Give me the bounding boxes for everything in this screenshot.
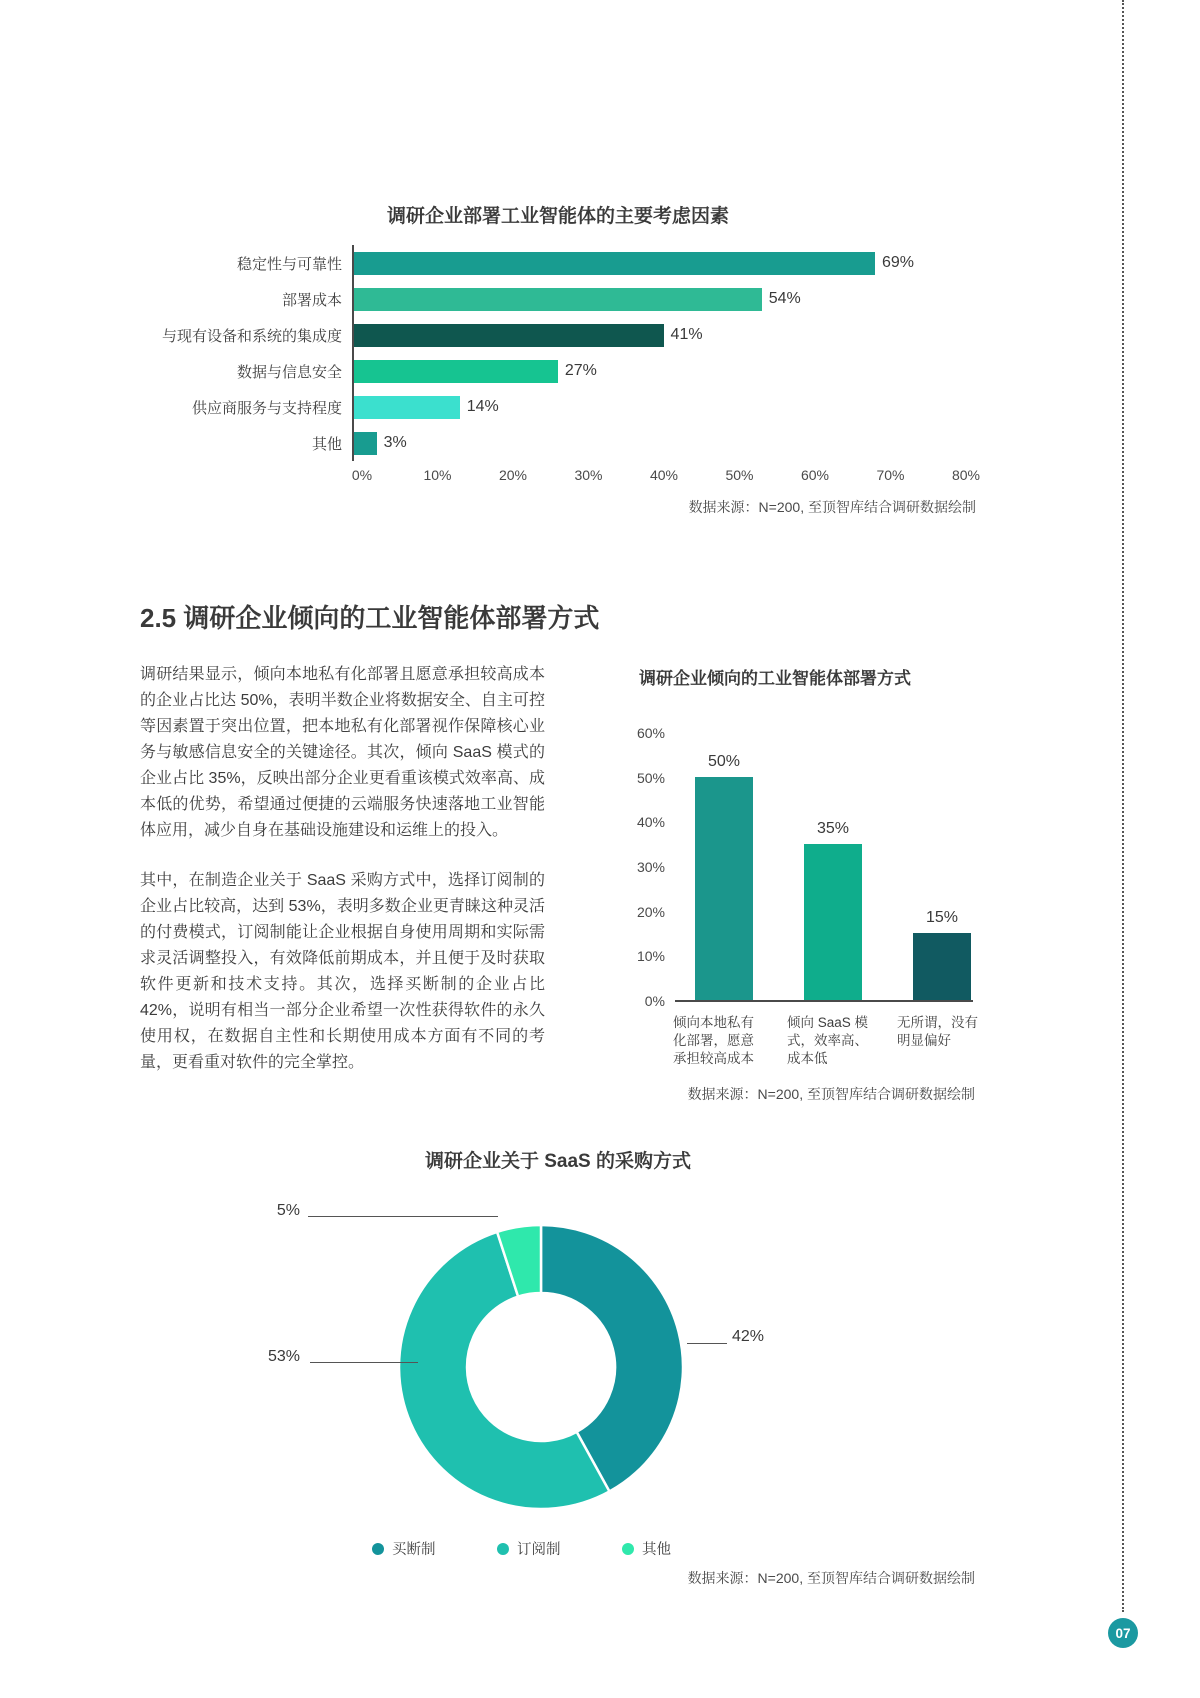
donut-svg — [399, 1225, 683, 1509]
bar-row — [140, 353, 976, 389]
x-axis-line — [675, 1000, 973, 1002]
chart-deployment-category-labels — [575, 1014, 978, 1076]
donut-plot — [399, 1225, 683, 1509]
axis-tick-label: 20% — [636, 903, 665, 920]
category-label: 数据与信息安全 — [236, 363, 342, 381]
axis-tick-label: 0% — [351, 467, 373, 483]
legend-item — [497, 1538, 561, 1559]
bar-track — [352, 389, 976, 425]
category-label-line: 成本低 — [787, 1051, 828, 1066]
axis-tick-label: 60% — [636, 725, 665, 741]
callout-line-subscription — [310, 1362, 418, 1363]
value-label: 54% — [768, 290, 801, 307]
bar-row — [140, 317, 976, 353]
paragraph: 其中，在制造企业关于 SaaS 采购方式中，选择订阅制的企业占比较高，达到 53%，表明多数企业更青睐这种灵活的付费模式，订阅制能让企业根据自身使用周期和实际需求灵活调整投入，有效降低前期成本，并且便于及时获取软件更新和技术支持。其次，选择买断制的企业占比 42%，说明有相当一部分企业希望一次性获得软件的永久使用权，在数据自主性和长期使用成本方面有不同的考量，更看重对软件的完全掌控。 — [140, 872, 545, 1071]
bar-track — [352, 353, 976, 389]
chart-saas-purchase — [140, 1140, 976, 1610]
bar — [354, 324, 664, 347]
data-source-note: 数据来源：N=200, 至顶智库结合调研数据绘制 — [688, 499, 976, 515]
category-label: 其他 — [311, 435, 342, 453]
bar-row — [140, 281, 976, 317]
legend-item — [372, 1538, 436, 1559]
bar-row — [140, 245, 976, 281]
data-source-note: 数据来源：N=200, 至顶智库结合调研数据绘制 — [687, 1086, 975, 1102]
bar-track — [352, 245, 976, 281]
axis-tick-label: 80% — [951, 467, 981, 483]
bar — [354, 360, 558, 383]
legend-dot — [497, 1543, 509, 1555]
category-label — [787, 1014, 891, 1068]
value-label: 15% — [925, 908, 959, 926]
chart-title: 调研企业关于 SaaS 的采购方式 — [424, 1151, 692, 1172]
callout-label-subscription: 53% — [267, 1348, 300, 1365]
bar — [354, 252, 875, 275]
category-label: 与现有设备和系统的集成度 — [161, 327, 342, 345]
right-dotted-divider — [1122, 0, 1124, 1612]
body-text — [140, 662, 545, 1076]
legend-label: 其他 — [642, 1542, 671, 1558]
legend-label: 订阅制 — [517, 1542, 561, 1558]
callout-label-buyout: 42% — [732, 1328, 765, 1345]
axis-tick-label: 40% — [636, 814, 665, 831]
category-label-line: 明显偏好 — [897, 1033, 951, 1048]
axis-tick-label: 10% — [423, 467, 452, 483]
bar — [354, 396, 460, 419]
callout-label-other: 5% — [276, 1202, 300, 1219]
value-label: 35% — [816, 819, 850, 837]
bar-track — [352, 425, 976, 461]
legend-dot — [622, 1543, 634, 1555]
axis-tick-label: 0% — [644, 993, 665, 1010]
axis-tick-label: 30% — [636, 859, 665, 875]
chart-deployment-plot — [575, 714, 975, 1010]
value-label: 50% — [707, 752, 741, 770]
section-heading: 2.5 调研企业倾向的工业智能体部署方式 — [140, 603, 600, 633]
category-label: 供应商服务与支持程度 — [191, 399, 342, 417]
bar-track — [352, 281, 976, 317]
axis-tick-label: 40% — [649, 467, 679, 483]
page-number-badge: 07 — [1108, 1618, 1138, 1648]
axis-tick-label: 30% — [574, 467, 603, 483]
chart-title: 调研企业倾向的工业智能体部署方式 — [639, 669, 911, 688]
callout-line-other — [308, 1216, 498, 1217]
axis-tick-label: 10% — [636, 948, 665, 965]
value-label: 27% — [564, 362, 597, 379]
value-label: 69% — [881, 254, 914, 271]
category-label: 部署成本 — [281, 291, 342, 309]
category-label — [673, 1014, 781, 1068]
category-label-line: 倾向本地私有 — [673, 1015, 754, 1030]
paragraph: 调研结果显示，倾向本地私有化部署且愿意承担较高成本的企业占比达 50%，表明半数企业将数据安全、自主可控等因素置于突出位置，把本地私有化部署视作保障核心业务与敏感信息安全的关键途径。其次，倾向 SaaS 模式的企业占比 35%，反映出部分企业更看重该模式效率高、成本低的优势，希望通过便捷的云端服务快速落地工业智能体应用，减少自身在基础设施建设和运维上的投入。 — [140, 666, 545, 839]
category-label-line: 倾向 SaaS 模 — [787, 1015, 869, 1030]
bar-row — [140, 389, 976, 425]
chart-considerations — [140, 205, 981, 517]
chart-deployment — [575, 668, 978, 1104]
value-label: 14% — [466, 398, 499, 415]
bar — [354, 432, 377, 455]
chart-considerations-x-axis — [140, 467, 981, 489]
legend-dot — [372, 1543, 384, 1555]
chart-title: 调研企业部署工业智能体的主要考虑因素 — [386, 206, 729, 227]
bar — [695, 777, 753, 1000]
chart-considerations-rows — [140, 245, 976, 461]
bar — [354, 288, 762, 311]
value-label: 41% — [670, 326, 703, 343]
category-label: 稳定性与可靠性 — [236, 255, 342, 273]
legend-item — [622, 1538, 671, 1559]
bar-row — [140, 425, 976, 461]
bar — [804, 844, 862, 1000]
axis-tick-label: 50% — [636, 769, 665, 786]
axis-tick-label: 20% — [498, 467, 528, 483]
axis-tick-label: 60% — [800, 467, 830, 483]
axis-tick-label: 70% — [876, 467, 905, 483]
category-label-line: 承担较高成本 — [673, 1051, 754, 1066]
legend-label: 买断制 — [392, 1542, 436, 1558]
category-label-line: 式，效率高、 — [787, 1033, 868, 1048]
value-label: 3% — [383, 434, 407, 451]
bar — [913, 933, 971, 1000]
category-label-line: 化部署，愿意 — [673, 1033, 754, 1048]
category-label — [897, 1014, 987, 1050]
data-source-note: 数据来源：N=200, 至顶智库结合调研数据绘制 — [687, 1570, 975, 1586]
axis-tick-label: 50% — [725, 467, 754, 483]
callout-line-buyout — [687, 1343, 727, 1344]
category-label-line: 无所谓，没有 — [897, 1015, 978, 1030]
bar-track — [352, 317, 976, 353]
